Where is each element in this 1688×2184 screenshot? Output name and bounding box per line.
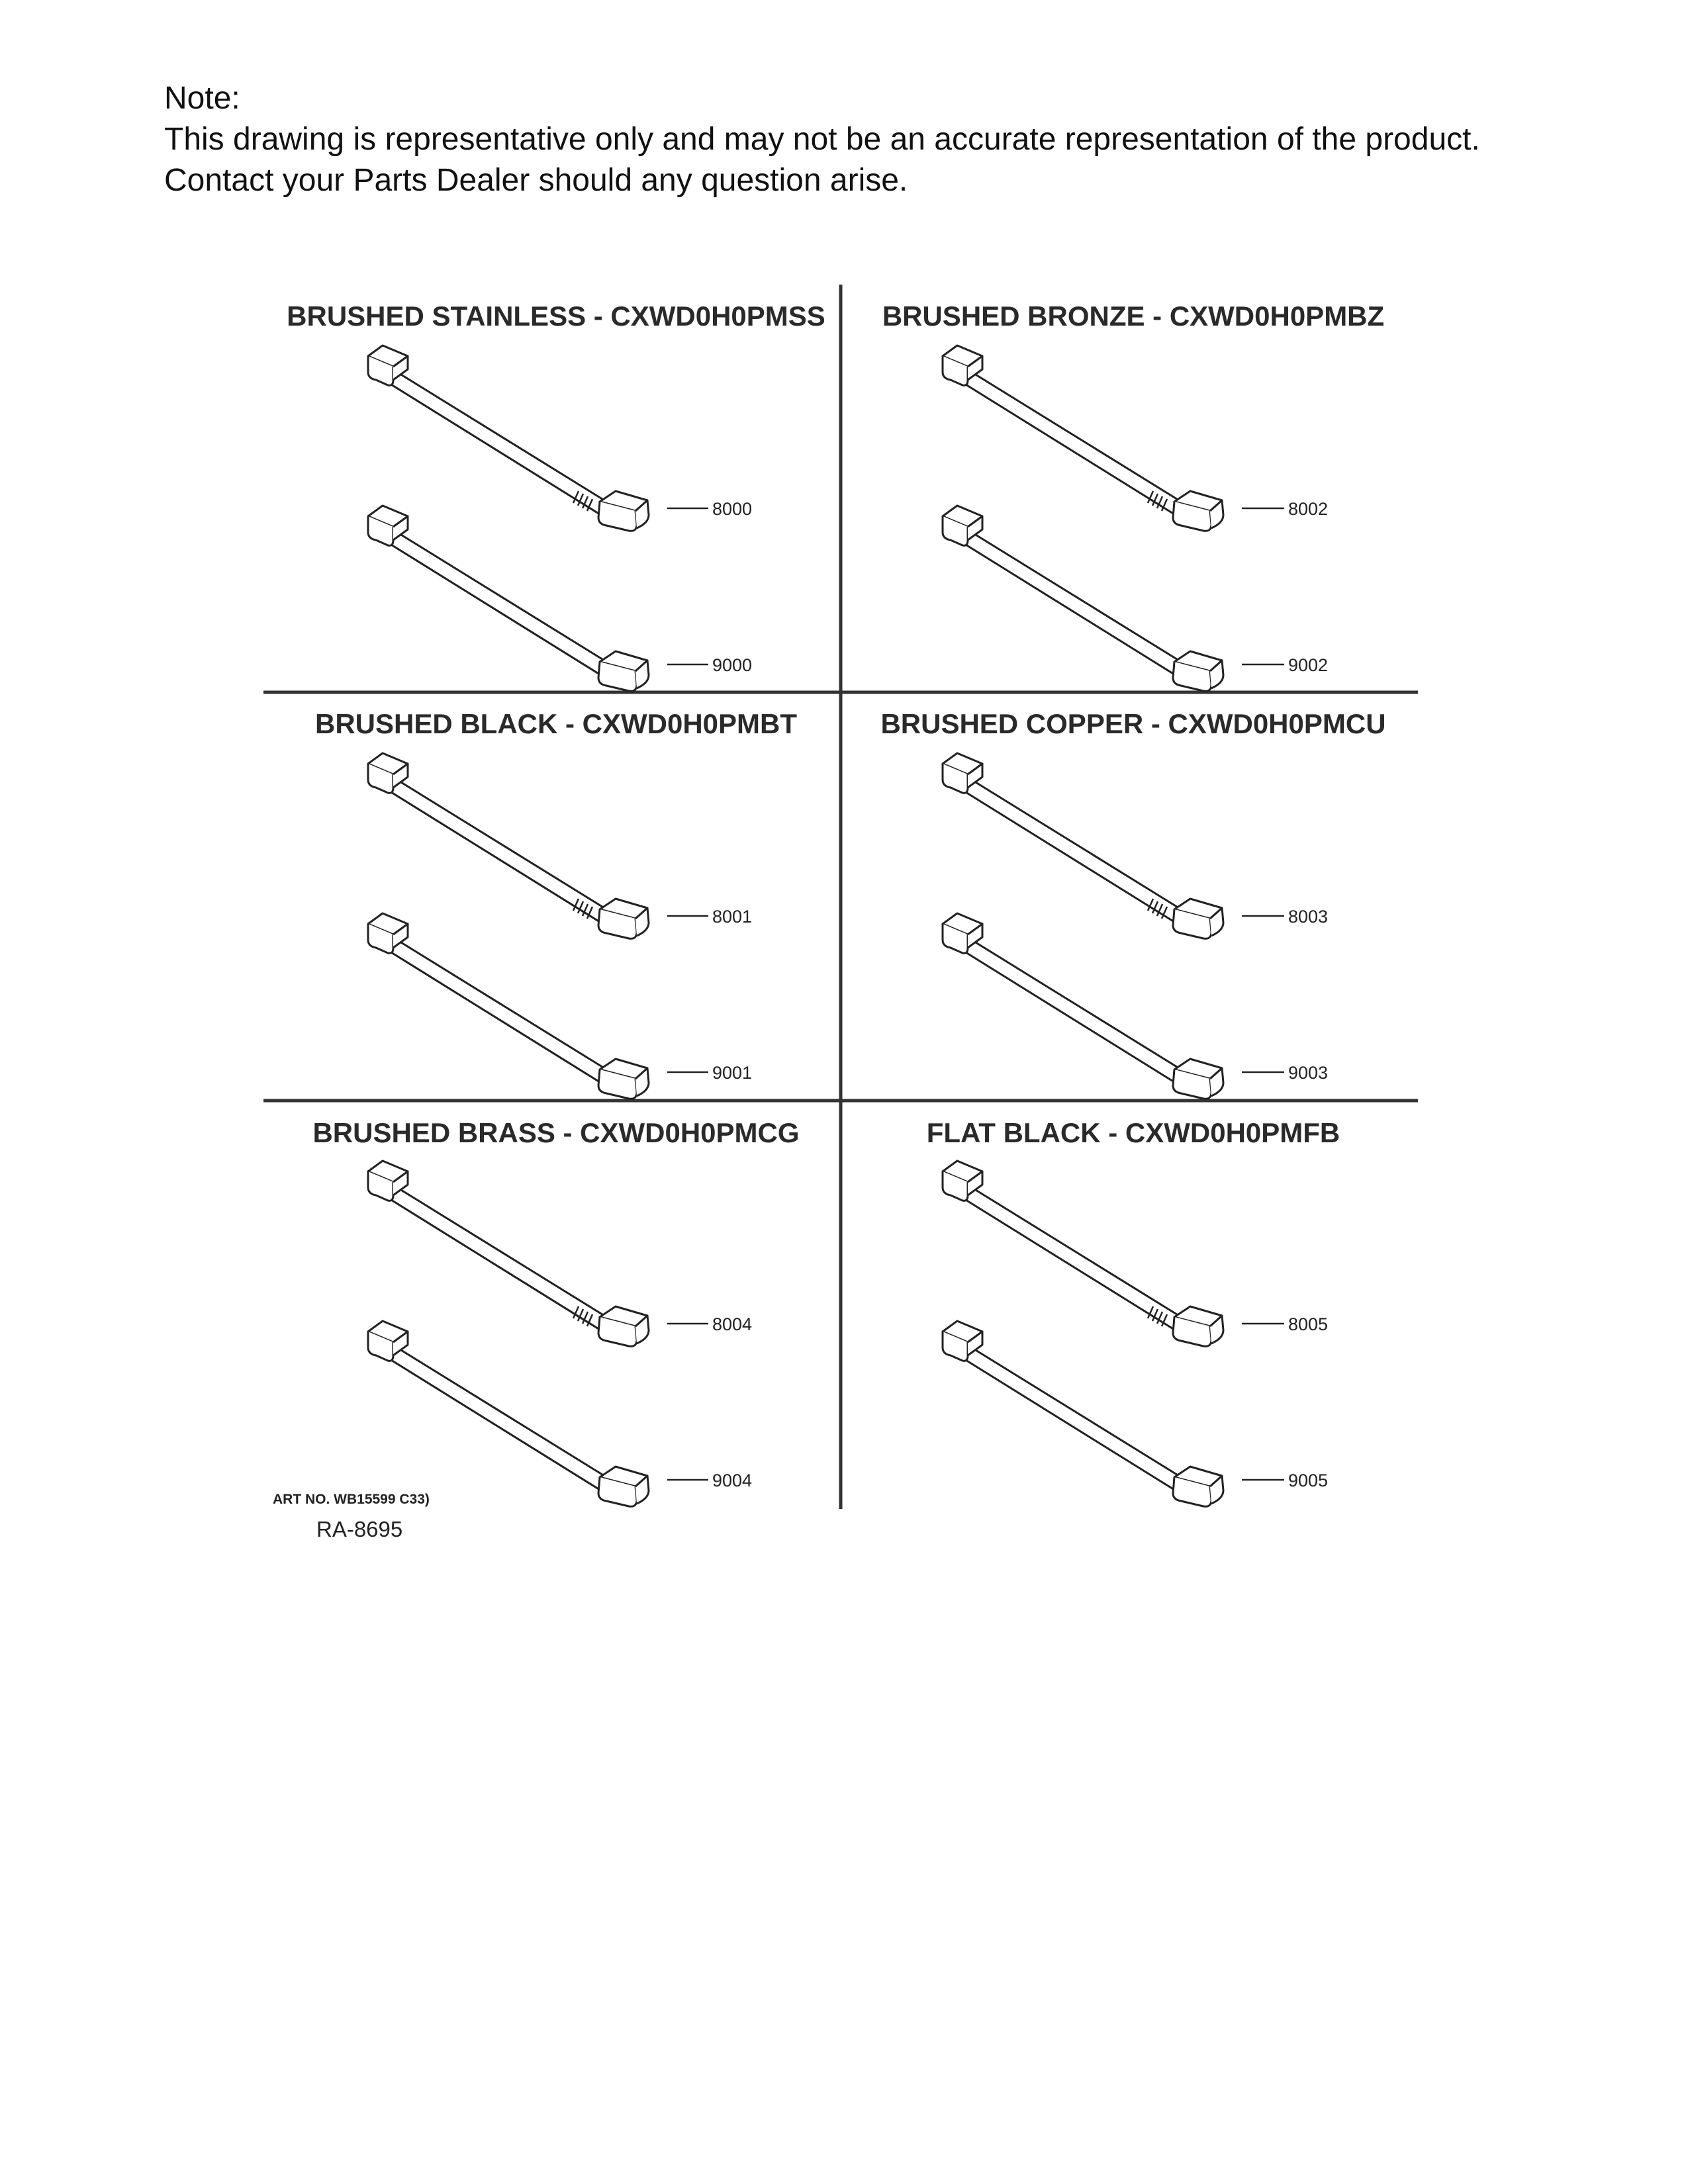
note-line-2: Contact your Parts Dealer should any question arise. — [164, 163, 908, 198]
upper-handle-illustration — [368, 345, 649, 531]
panel-brushed-copper — [880, 708, 1385, 1099]
note-line-1: This drawing is representative only and may not be an accurate representation of the product. — [164, 122, 1480, 157]
panel-heading: BRUSHED STAINLESS - CXWD0H0PMSS — [287, 300, 825, 332]
part-number-label: 9002 — [1288, 655, 1329, 675]
part-number-label: 8000 — [712, 499, 753, 519]
upper-handle-illustration — [943, 753, 1223, 938]
part-number-label: 8003 — [1288, 907, 1329, 927]
part-number-label: 9003 — [1288, 1063, 1329, 1083]
art-number: ART NO. WB15599 C33) — [273, 1492, 430, 1507]
panel-brushed-stainless — [287, 300, 825, 691]
upper-handle-illustration — [943, 345, 1223, 531]
part-number-label: 8004 — [712, 1314, 753, 1334]
lower-handle-illustration — [368, 506, 649, 691]
panel-heading: BRUSHED BRONZE - CXWD0H0PMBZ — [882, 300, 1385, 332]
upper-handle-illustration — [943, 1161, 1223, 1346]
part-number-label: 8002 — [1288, 499, 1329, 519]
note-label: Note: — [164, 81, 240, 116]
panel-flat-black — [927, 1117, 1340, 1506]
lower-handle-illustration — [943, 1321, 1223, 1506]
lower-handle-illustration — [368, 913, 649, 1099]
upper-handle-illustration — [368, 753, 649, 938]
part-number-label: 9005 — [1288, 1471, 1329, 1490]
panel-heading: BRUSHED COPPER - CXWD0H0PMCU — [880, 708, 1386, 739]
part-number-label: 8001 — [712, 907, 753, 927]
ra-number: RA-8695 — [316, 1517, 403, 1541]
part-number-label: 9000 — [712, 655, 753, 675]
panel-heading: BRUSHED BLACK - CXWD0H0PMBT — [314, 708, 798, 739]
part-number-label: 9004 — [712, 1471, 753, 1490]
panel-brushed-black — [315, 708, 797, 1099]
panel-heading: FLAT BLACK - CXWD0H0PMFB — [926, 1117, 1340, 1148]
panel-brushed-bronze — [882, 300, 1384, 691]
upper-handle-illustration — [368, 1161, 649, 1346]
panel-brushed-brass — [312, 1117, 799, 1506]
lower-handle-illustration — [368, 1321, 649, 1506]
lower-handle-illustration — [943, 506, 1223, 691]
panel-heading: BRUSHED BRASS - CXWD0H0PMCG — [312, 1117, 800, 1148]
lower-handle-illustration — [943, 913, 1223, 1099]
part-number-label: 9001 — [712, 1063, 753, 1083]
part-number-label: 8005 — [1288, 1314, 1329, 1334]
